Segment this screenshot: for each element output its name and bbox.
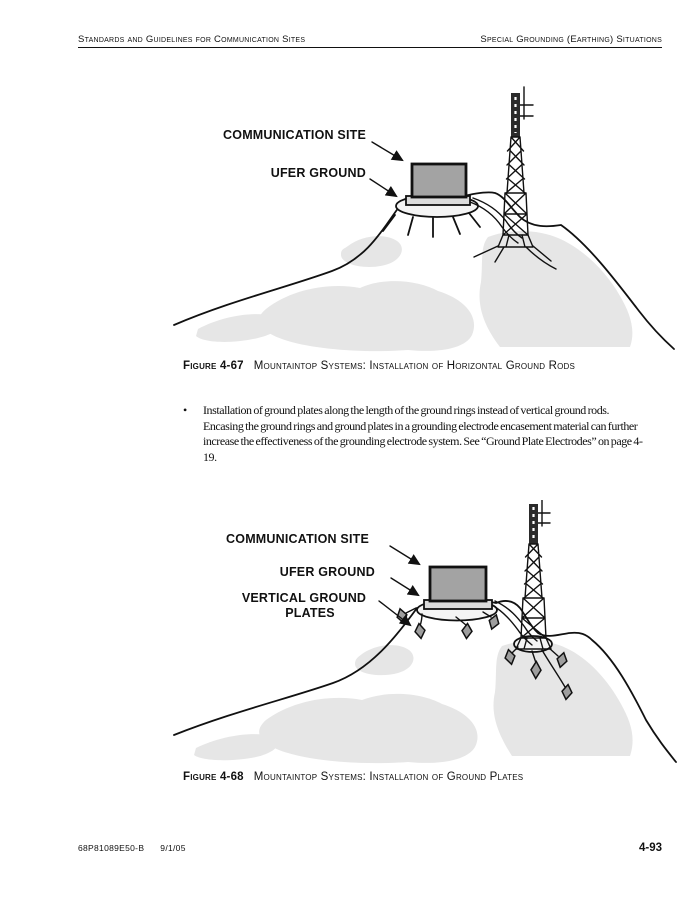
terrain-patch <box>259 694 477 763</box>
page-header <box>78 34 662 48</box>
tower-lower-lattice <box>503 193 528 235</box>
doc-number: 68P81089E50-B <box>78 843 145 853</box>
caption-label: Figure 4-67 <box>183 360 244 372</box>
header-left-title: Standards and Guidelines for Communication Sites <box>78 34 306 45</box>
tower-upper-lattice <box>506 137 525 193</box>
label-vertical-ground-plates: VERTICAL GROUND <box>241 591 367 605</box>
label-ufer-ground: UFER GROUND <box>270 166 366 180</box>
label-ufer-ground: UFER GROUND <box>279 565 375 579</box>
vertical-ground-plate <box>414 623 426 639</box>
communication-building <box>430 567 486 601</box>
figure-4-68-illustration <box>170 500 680 765</box>
terrain-patches <box>196 231 632 351</box>
caption-title: Mountaintop Systems: Installation of Horizontal Ground Rods <box>253 360 576 372</box>
bullet-marker: • <box>183 403 187 417</box>
label-communication-site: COMMUNICATION SITE <box>223 128 366 142</box>
bullet-text: Installation of ground plates along the length of the ground rings instead of vertical ground rods. Encasing the ground rings and ground plates in a grounding electrode encasement material can further increase the effectiveness of the grounding electrode system. See “Ground Plate Electrodes” on page 4-19. <box>203 403 643 464</box>
figure-caption <box>183 360 575 372</box>
lattice-tower <box>516 500 551 649</box>
arrow-ufer-ground <box>391 578 418 595</box>
page-number: 4-93 <box>638 842 662 854</box>
bullet-list-item <box>183 403 647 465</box>
figure-4-67-illustration <box>170 85 680 355</box>
caption-label: Figure 4-68 <box>183 771 244 783</box>
figure-caption <box>183 771 523 783</box>
vertical-ground-plate <box>461 623 472 639</box>
label-communication-site: COMMUNICATION SITE <box>226 532 369 546</box>
page-footer <box>78 842 662 854</box>
terrain-patch <box>194 734 278 760</box>
terrain-patch <box>196 314 280 342</box>
caption-title: Mountaintop Systems: Installation of Ground Plates <box>253 771 524 783</box>
arrow-communication-site <box>372 142 402 160</box>
terrain-patch <box>259 281 474 351</box>
arrow-ufer-ground <box>370 179 396 196</box>
header-right-title: Special Grounding (Earthing) Situations <box>480 34 662 45</box>
terrain-patch <box>355 645 413 675</box>
tower-lower-lattice <box>521 598 546 638</box>
communication-building <box>412 164 466 197</box>
revision-date: 9/1/05 <box>160 843 186 853</box>
tower-upper-lattice <box>524 544 543 598</box>
label-vertical-ground-plates: PLATES <box>285 606 335 620</box>
arrow-communication-site <box>390 546 419 564</box>
